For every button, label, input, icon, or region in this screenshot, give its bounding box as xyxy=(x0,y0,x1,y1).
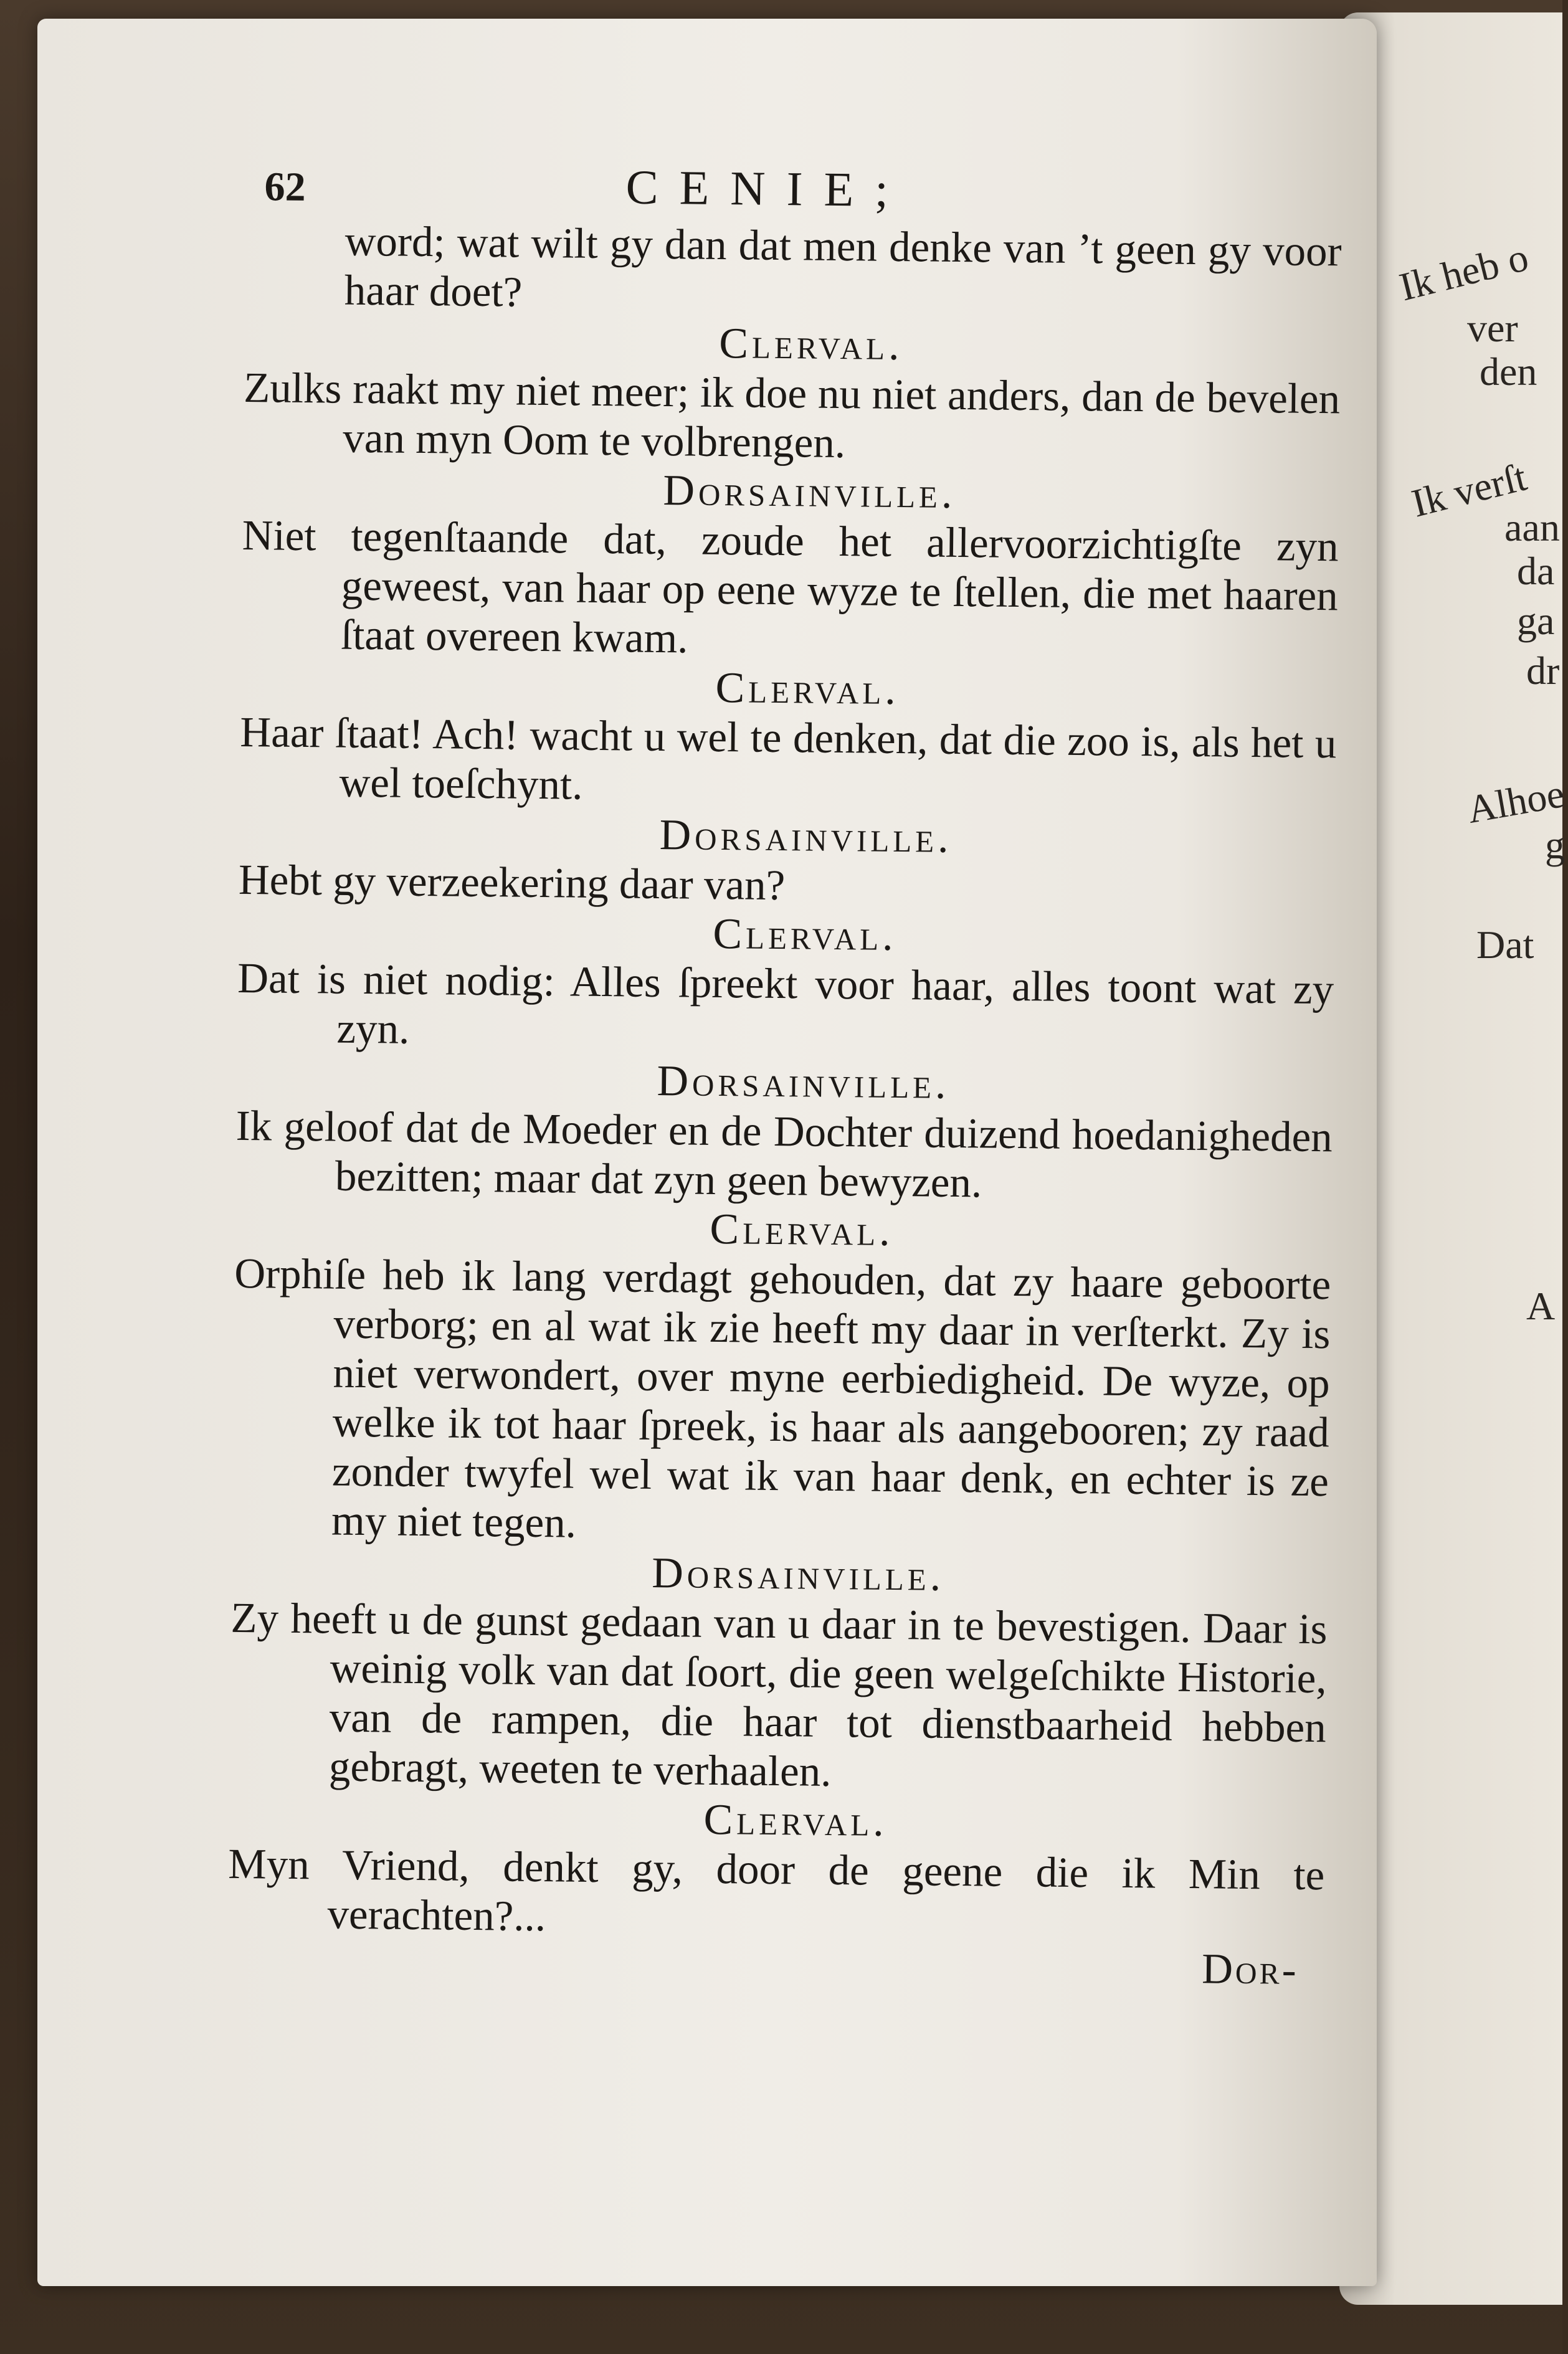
speaker-name: Clerval. xyxy=(718,319,903,370)
speech-text: word; wat wilt gy dan dat men denke van ’t geen gy voor haar doet? xyxy=(344,217,1342,316)
speech-text: Zy heeft u de gunst gedaan van u daar in te bevestigen. Daar is weinig volk van dat ſoort, die geen welgeſchikte Historie, van de rampen, die haar tot dienstbaarheid hebben gebragt, weeten te verhaalen. xyxy=(230,1593,1328,1795)
facing-page-fragment: dr xyxy=(1526,648,1560,693)
speech-text: Ik geloof dat de Moeder en de Dochter duizend hoedanigheden bezitten; maar dat zyn geen bewyzen. xyxy=(235,1101,1333,1207)
facing-page-fragment: Alhoe xyxy=(1463,771,1568,832)
speaker-name: Clerval. xyxy=(713,909,898,961)
page-number: 62 xyxy=(264,164,306,211)
speaker-name: Dorsainville. xyxy=(657,1056,950,1108)
running-head: CENIE; xyxy=(625,159,910,217)
facing-page-fragment: den xyxy=(1480,349,1537,394)
facing-page-fragment: g xyxy=(1545,823,1565,867)
speech-text: Hebt gy verzeekering daar van? xyxy=(238,855,786,909)
speaker-name: Dorsainville. xyxy=(663,467,956,518)
speech-text: Niet tegenſtaande dat, zoude het allervoorzichtigſte zyn geweest, van haar op eene wyze te ſtellen, die met haaren ſtaat overeen kwam. xyxy=(242,511,1339,662)
facing-page-fragment: Ik verſt xyxy=(1407,454,1531,526)
speaker-name: Clerval. xyxy=(710,1205,895,1255)
speaker-name: Dorsainville. xyxy=(651,1549,945,1600)
page-text xyxy=(227,159,1342,1995)
facing-page-fragment: ver xyxy=(1467,306,1518,350)
speaker-name: Clerval. xyxy=(703,1795,888,1846)
facing-page-fragment: Ik heb o xyxy=(1395,234,1533,310)
speech-text: Myn Vriend, denkt gy, door de geene die ik Min te verachten?... xyxy=(227,1839,1325,1940)
catchword: Dor- xyxy=(1201,1945,1300,1993)
facing-page-fragment: A xyxy=(1526,1284,1556,1328)
page-header xyxy=(245,159,1342,227)
speech-text: Dat is niet nodig: Alles ſpreekt voor haar, alles toont wat zy zyn. xyxy=(237,954,1334,1053)
speech-text: Haar ſtaat! Ach! wacht u wel te denken, dat die zoo is, als het u wel toeſchynt. xyxy=(240,708,1337,809)
speaker-name: Dorsainville. xyxy=(659,811,953,862)
speech-text: Orphiſe heb ik lang verdagt gehouden, dat zy haare geboorte verborg; en al wat ik zie heeft my daar in verſterkt. Zy is niet verwondert, over myne eerbiedigheid. De wyze, op welke ik tot haar ſpreek, is haar als aangebooren; zy raad zonder twyfel wel wat ik van haar denk, en echter is ze my niet tegen. xyxy=(234,1249,1331,1547)
facing-page-fragment: Dat xyxy=(1476,923,1534,967)
facing-page-fragment: da xyxy=(1517,549,1555,593)
speaker-name: Clerval. xyxy=(715,663,900,714)
facing-page-fragment: ga xyxy=(1517,599,1555,643)
speech-text: Zulks raakt my niet meer; ik doe nu niet anders, dan de bevelen van myn Oom te volbrengen. xyxy=(243,363,1341,467)
facing-page-fragment: aan xyxy=(1504,505,1560,549)
